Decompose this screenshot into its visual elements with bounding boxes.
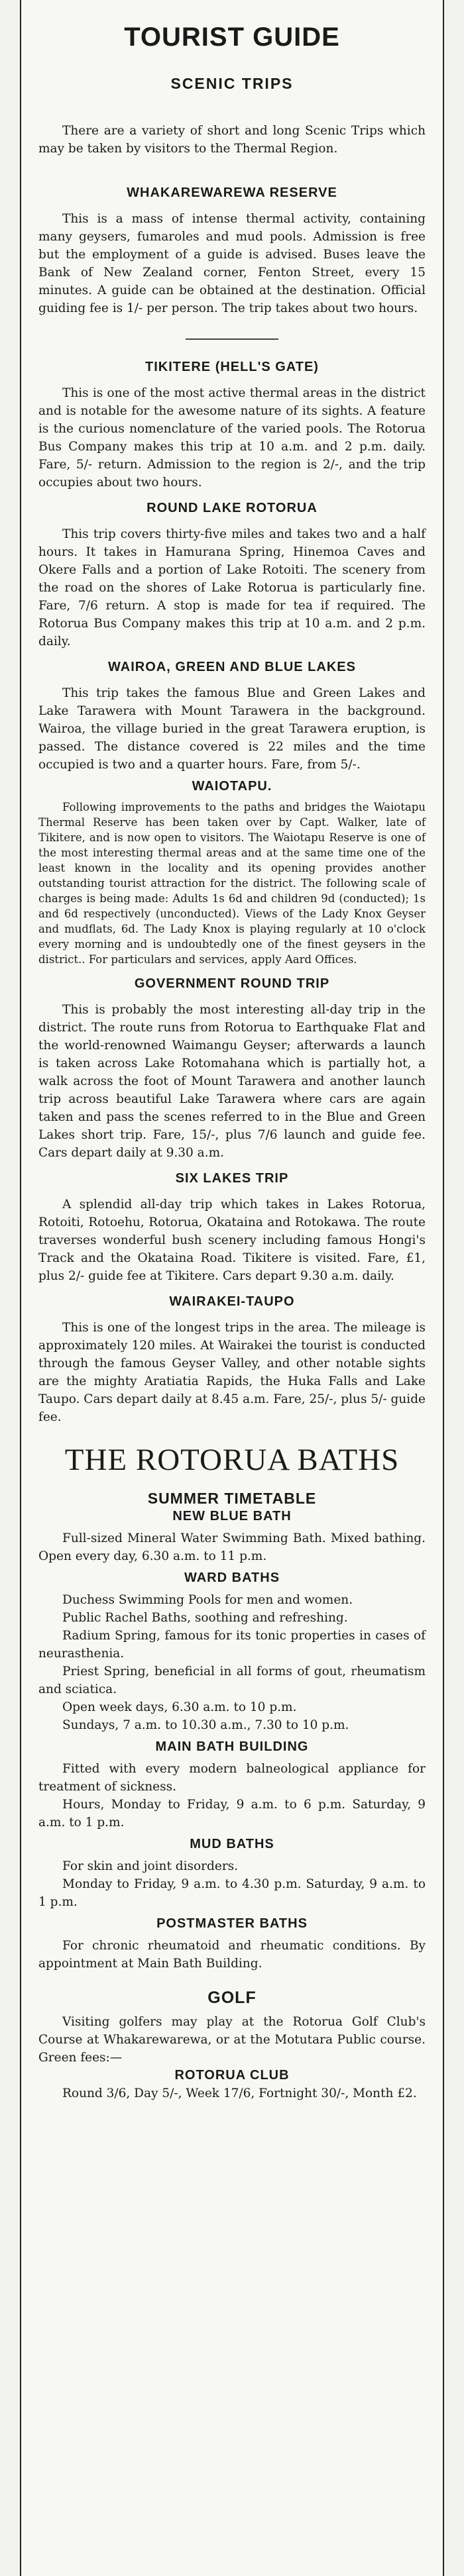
trip-heading: WHAKAREWAREWA RESERVE (127, 185, 337, 200)
main-bath-line: Fitted with every modern balneological appliance for treatment of sickness. (38, 1762, 426, 1794)
rotorua-club-heading: ROTORUA CLUB (174, 2068, 290, 2083)
trip-body: This is one of the most active thermal areas in the district and is notable for the awesome nature of its sights. A feature is the curious nomenclature of the varied pools. The Rotorua Bus Company makes this trip at 10 a.m. and 2 p.m. daily. Fare, 5/- return. Admission to the region is 2/-, and the trip occupies about two hours. (38, 386, 426, 489)
mud-baths (38, 1837, 426, 1911)
intro-paragraph: There are a variety of short and long Scenic Trips which may be taken by visitors to the Thermal Region. (38, 124, 426, 156)
postmaster-heading: POSTMASTER BATHS (156, 1916, 308, 1931)
mud-line: Monday to Friday, 9 a.m. to 4.30 p.m. Saturday, 9 a.m. to 1 p.m. (38, 1877, 426, 1909)
trip-body: This is probably the most interesting all-day trip in the district. The route runs from Rotorua to Earthquake Flat and the world-renowned Waimangu Geyser; afterwards a launch is taken across Lake Rotomahana which is partially hot, a walk across the foot of Mount Tarawera and another launch trip across beautiful Lake Tarawera where cars are again taken and pass the scenes referred to in the Blue and Green Lakes short trip. Fare, 15/-, plus 7/6 launch and guide fee. Cars depart daily at 9.30 a.m. (38, 1003, 426, 1160)
new-blue-bath-body: Full-sized Mineral Water Swimming Bath. Mixed bathing. Open every day, 6.30 a.m. to 11 p.m. (38, 1531, 426, 1563)
trip-heading: WAIOTAPU. (192, 779, 272, 794)
ward-line: Duchess Swimming Pools for men and women. (62, 1593, 353, 1607)
trip-waiotapu (38, 779, 426, 967)
postmaster-body: For chronic rheumatoid and rheumatic conditions. By appointment at Main Bath Building. (38, 1939, 426, 1971)
section-title-scenic-trips: SCENIC TRIPS (170, 75, 294, 92)
ward-line: Public Rachel Baths, soothing and refreshing. (62, 1611, 348, 1625)
trip-heading: TIKITERE (HELL'S GATE) (145, 360, 319, 374)
ward-baths (38, 1571, 426, 1734)
ward-line: Open week days, 6.30 a.m. to 10 p.m. (62, 1700, 297, 1714)
main-bath-heading: MAIN BATH BUILDING (155, 1739, 309, 1754)
trip-six-lakes (38, 1171, 426, 1285)
trip-body: This trip takes the famous Blue and Green Lakes and Lake Tarawera with Mount Tarawera in the background. Wairoa, the village buried in the great Tarawera eruption, is passed. The distance covered is 22 miles and the time occupied is two and a quarter hours. Fare, from 5/-. (38, 686, 426, 772)
new-blue-bath-heading: NEW BLUE BATH (172, 1509, 292, 1523)
main-bath-line: Hours, Monday to Friday, 9 a.m. to 6 p.m. Saturday, 9 a.m. to 1 p.m. (38, 1798, 426, 1829)
trip-body: This trip covers thirty-five miles and takes two and a half hours. It takes in Hamurana Spring, Hinemoa Caves and Okere Falls and a portion of Lake Rotoiti. The scenery from the road on the shores of Lake Rotorua is particularly fine. Fare, 7/6 return. A stop is made for tea if required. The Rotorua Bus Company makes this trip at 10 a.m. and 2 p.m. daily. (38, 527, 426, 648)
trip-heading: SIX LAKES TRIP (175, 1171, 289, 1186)
main-bath-building (38, 1739, 426, 1831)
ward-baths-heading: WARD BATHS (184, 1571, 280, 1585)
timetable-heading: SUMMER TIMETABLE (147, 1490, 317, 1507)
trip-heading: WAIROA, GREEN AND BLUE LAKES (108, 660, 356, 674)
trip-heading: ROUND LAKE ROTORUA (146, 501, 318, 515)
golf-heading: GOLF (207, 1988, 257, 2007)
trip-body: This is a mass of intense thermal activity, containing many geysers, fumaroles and mud pools. Admission is free but the employment of a guide is advised. Buses leave the Bank of New Zealand corner, Fenton Street, every 15 minutes. A guide can be obtained at the destination. Official guiding fee is 1/- per person. The trip takes about two hours. (38, 212, 426, 315)
golf-section (38, 1988, 426, 2102)
trip-body: This is one of the longest trips in the area. The mileage is approximately 120 miles. At Wairakei the tourist is conducted through the famous Geyser Valley, and other notable sights are the mighty Aratiatia Rapids, the Huka Falls and Lake Taupo. Cars depart daily at 8.45 a.m. Fare, 25/-, plus 5/- guide fee. (38, 1321, 426, 1424)
trip-body: Following improvements to the paths and bridges the Waiotapu Thermal Reserve has been taken over by Capt. Walker, late of Tikitere, and is now open to visitors. The Waiotapu Reserve is one of the most interesting thermal areas and at the same time one of the least known in the locality and its opening provides another outstanding tourist attraction for the district. The following scale of charges is being made: Adults 1s 6d and children 9d (conducted); 1s and 6d respectively (unconducted). Views of the Lady Knox Geyser and mudflats, 6d. The Lady Knox is playing regularly at 10 o'clock every morning and is undoubtedly one of the finest geysers in the district.. For particulars and services, apply Aard Offices. (38, 801, 426, 966)
postmaster-baths (38, 1916, 426, 1973)
trip-wairoa-lakes (38, 660, 426, 774)
trip-body: A splendid all-day trip which takes in Lakes Rotorua, Rotoiti, Rotoehu, Rotorua, Okataina and Rotokawa. The route traverses wonderful bush scenery including famous Hongi's Track and the Okataina Road. Tikitere is visited. Fare, £1, plus 2/- guide fee at Tikitere. Cars depart 9.30 a.m. daily. (38, 1198, 426, 1283)
document-page (20, 0, 444, 2576)
trip-wairakei-taupo (38, 1294, 426, 1426)
trip-heading: GOVERNMENT ROUND TRIP (134, 976, 330, 991)
trip-heading: WAIRAKEI-TAUPO (169, 1294, 295, 1309)
trip-round-lake-rotorua (38, 501, 426, 650)
mud-baths-heading: MUD BATHS (190, 1837, 274, 1851)
section-title-baths: THE ROTORUA BATHS (64, 1443, 400, 1477)
mud-line: For skin and joint disorders. (62, 1859, 239, 1873)
page-title: TOURIST GUIDE (124, 23, 340, 52)
trip-tikitere (38, 360, 426, 491)
golf-fees: Round 3/6, Day 5/-, Week 17/6, Fortnight 30/-, Month £2. (62, 2087, 417, 2100)
trip-whakarewarewa (38, 185, 426, 317)
divider-rule (186, 338, 278, 340)
ward-line: Sundays, 7 a.m. to 10.30 a.m., 7.30 to 10 p.m. (62, 1718, 349, 1732)
trip-government-round (38, 976, 426, 1162)
ward-line: Radium Spring, famous for its tonic properties in cases of neurasthenia. (38, 1629, 426, 1661)
ward-line: Priest Spring, beneficial in all forms of gout, rheumatism and sciatica. (38, 1665, 426, 1696)
golf-body: Visiting golfers may play at the Rotorua Golf Club's Course at Whakarewarewa, or at the Motutara Public course. Green fees:— (38, 2015, 426, 2065)
